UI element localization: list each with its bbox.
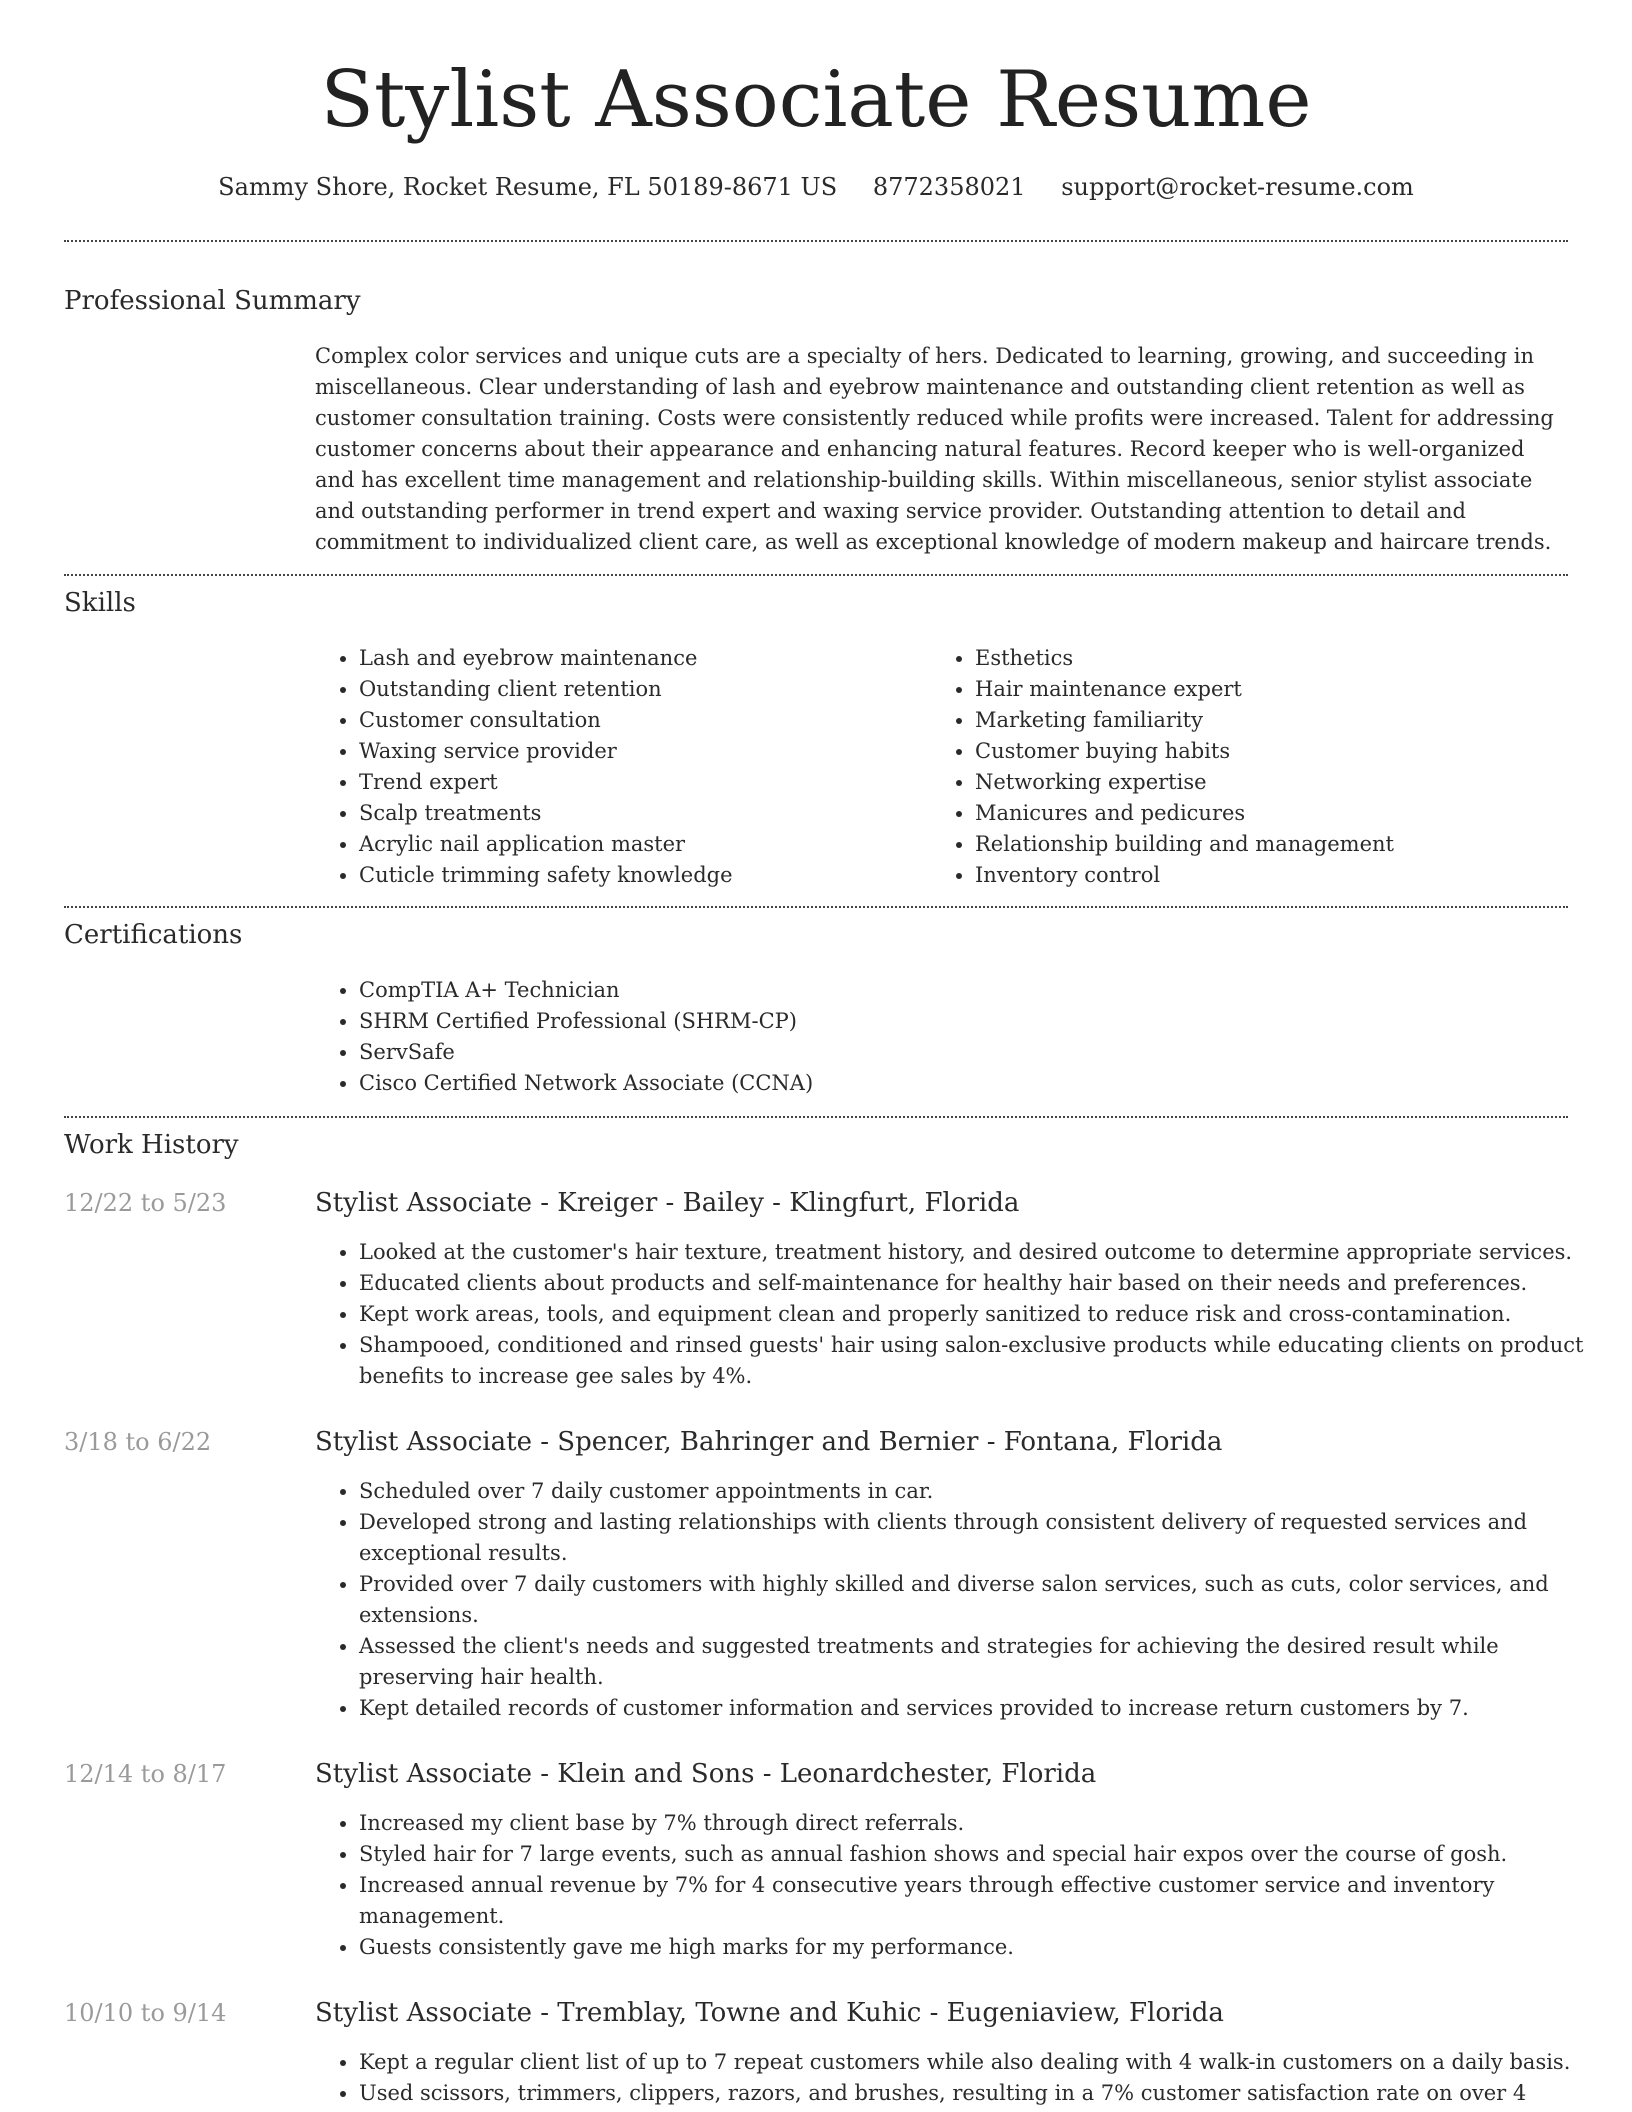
- skill-item: • Scalp treatments: [359, 798, 919, 829]
- certifications-heading: Certifications: [64, 920, 243, 950]
- job-bullet: • Kept a regular client list of up to 7 repeat customers while also dealing with 4 walk-in customers on a daily basis.: [359, 2047, 1609, 2078]
- job-title: Stylist Associate - Kreiger - Bailey - Klingfurt, Florida: [315, 1188, 1020, 1218]
- skill-item: • Outstanding client retention: [359, 674, 919, 705]
- job-bullets: [315, 2047, 1609, 2109]
- skill-item: • Acrylic nail application master: [359, 829, 919, 860]
- skill-item: • Lash and eyebrow maintenance: [359, 643, 919, 674]
- job-dates: 12/22 to 5/23: [64, 1189, 227, 1217]
- skill-item: • Inventory control: [975, 860, 1595, 891]
- summary-text: Complex color services and unique cuts are a specialty of hers. Dedicated to learning, growing, and succeeding in miscellaneous. Clear understanding of lash and eyebrow maintenance and outstanding client retention as well as customer consultation training. Costs were consistently reduced while profits were increased. Talent for addressing customer concerns about their appearance and enhancing natural features. Record keeper who is well-organized and has excellent time management and relationship-building skills. Within miscellaneous, senior stylist associate and outstanding performer in trend expert and waxing service provider. Outstanding attention to detail and commitment to individualized client care, as well as exceptional knowledge of modern makeup and haircare trends.: [315, 344, 1554, 554]
- skill-item: • Customer buying habits: [975, 736, 1595, 767]
- certification-item: • SHRM Certified Professional (SHRM-CP): [359, 1006, 1609, 1037]
- certification-item: • Cisco Certified Network Associate (CCNA): [359, 1068, 1609, 1099]
- divider: [64, 240, 1568, 242]
- job-title: Stylist Associate - Klein and Sons - Leonardchester, Florida: [315, 1759, 1097, 1789]
- certification-item: • CompTIA A+ Technician: [359, 975, 1609, 1006]
- divider: [64, 906, 1568, 908]
- job-title: Stylist Associate - Tremblay, Towne and Kuhic - Eugeniaview, Florida: [315, 1998, 1224, 2028]
- skills-list-left: [315, 643, 919, 891]
- job-bullet: • Used scissors, trimmers, clippers, razors, and brushes, resulting in a 7% customer satisfaction rate on over 4: [359, 2078, 1609, 2109]
- job-bullets: [315, 1237, 1609, 1392]
- certifications-list: [315, 975, 1609, 1099]
- certification-item: • ServSafe: [359, 1037, 1609, 1068]
- skill-item: • Networking expertise: [975, 767, 1595, 798]
- skill-item: • Waxing service provider: [359, 736, 919, 767]
- skill-item: • Customer consultation: [359, 705, 919, 736]
- job-bullet: • Increased annual revenue by 7% for 4 consecutive years through effective customer service and inventory management.: [359, 1870, 1609, 1932]
- work-history-heading: Work History: [64, 1130, 239, 1160]
- contact-line: [0, 170, 1632, 204]
- skill-item: • Manicures and pedicures: [975, 798, 1595, 829]
- job-bullet: • Kept work areas, tools, and equipment clean and properly sanitized to reduce risk and cross-contamination.: [359, 1299, 1609, 1330]
- job-dates: 10/10 to 9/14: [64, 1999, 227, 2027]
- job-bullet: • Developed strong and lasting relationships with clients through consistent delivery of requested services and exceptional results.: [359, 1507, 1609, 1569]
- job-dates: 3/18 to 6/22: [64, 1428, 212, 1456]
- skill-item: • Relationship building and management: [975, 829, 1595, 860]
- divider: [64, 1116, 1568, 1118]
- skills-heading: Skills: [64, 588, 136, 618]
- skill-item: • Hair maintenance expert: [975, 674, 1595, 705]
- contact-email: support@rocket-resume.com: [1061, 173, 1414, 201]
- job-bullet: • Looked at the customer's hair texture, treatment history, and desired outcome to determine appropriate services.: [359, 1237, 1609, 1268]
- contact-phone: 8772358021: [872, 173, 1026, 201]
- job-bullets: [315, 1808, 1609, 1963]
- job-bullets: [315, 1476, 1609, 1724]
- job-bullet: • Assessed the client's needs and suggested treatments and strategies for achieving the desired result while preserving hair health.: [359, 1631, 1609, 1693]
- divider: [64, 574, 1568, 576]
- job-bullet: • Increased my client base by 7% through direct referrals.: [359, 1808, 1609, 1839]
- job-bullet: • Educated clients about products and self-maintenance for healthy hair based on their needs and preferences.: [359, 1268, 1609, 1299]
- contact-address: Sammy Shore, Rocket Resume, FL 50189-8671 US: [218, 173, 838, 201]
- job-title: Stylist Associate - Spencer, Bahringer and Bernier - Fontana, Florida: [315, 1427, 1223, 1457]
- skill-item: • Marketing familiarity: [975, 705, 1595, 736]
- summary-heading: Professional Summary: [64, 286, 361, 316]
- skill-item: • Trend expert: [359, 767, 919, 798]
- skills-list-right: [931, 643, 1595, 891]
- job-bullet: • Kept detailed records of customer information and services provided to increase return customers by 7.: [359, 1693, 1609, 1724]
- skill-item: • Esthetics: [975, 643, 1595, 674]
- skill-item: • Cuticle trimming safety knowledge: [359, 860, 919, 891]
- job-bullet: • Provided over 7 daily customers with highly skilled and diverse salon services, such as cuts, color services, and extensions.: [359, 1569, 1609, 1631]
- job-bullet: • Guests consistently gave me high marks for my performance.: [359, 1932, 1609, 1963]
- job-bullet: • Styled hair for 7 large events, such as annual fashion shows and special hair expos over the course of gosh.: [359, 1839, 1609, 1870]
- resume-title: Stylist Associate Resume: [320, 55, 1312, 145]
- job-dates: 12/14 to 8/17: [64, 1760, 227, 1788]
- job-bullet: • Shampooed, conditioned and rinsed guests' hair using salon-exclusive products while educating clients on product benefits to increase gee sales by 4%.: [359, 1330, 1609, 1392]
- job-bullet: • Scheduled over 7 daily customer appointments in car.: [359, 1476, 1609, 1507]
